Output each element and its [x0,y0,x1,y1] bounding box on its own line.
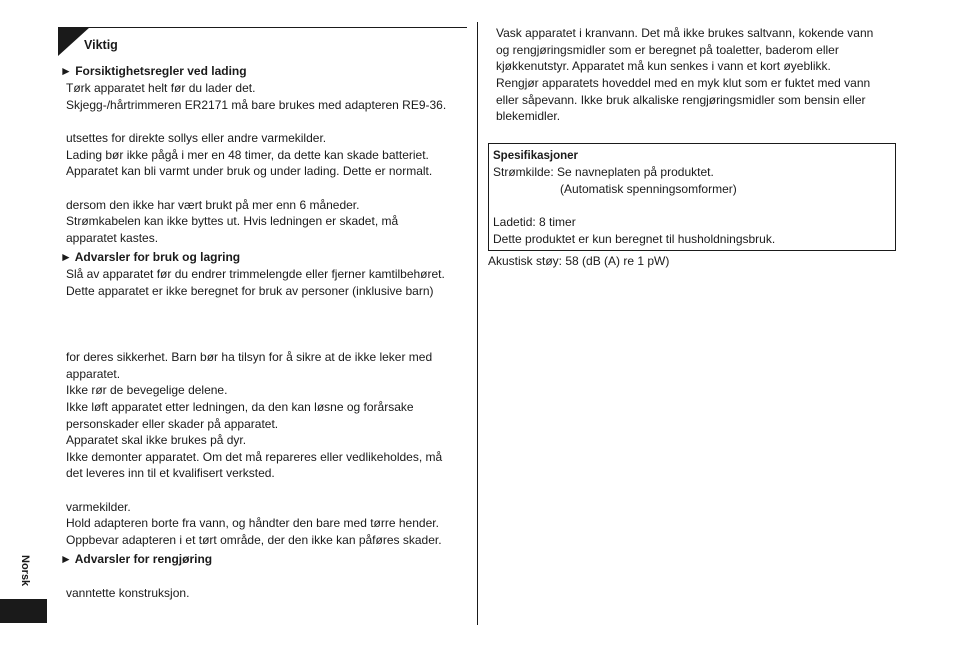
text-line: Strømkabelen kan ikke byttes ut. Hvis ledningen er skadet, må [66,214,399,228]
spec-title: Spesifikasjoner [493,150,579,162]
column-divider [477,22,478,625]
text-line: Dette apparatet er ikke beregnet for bruk av personer (inklusive barn) [66,284,434,298]
header-rule [58,27,467,28]
heading-cleaning: ► Advarsler for rengjøring [60,552,213,566]
language-tab [0,599,47,623]
text-line: Ikke rør de bevegelige delene. [66,383,228,397]
noise-spec: Akustisk støy: 58 (dB (A) re 1 pW) [488,254,670,268]
text-line: varmekilder. [66,500,131,514]
text-line: Skjegg-/hårtrimmeren ER2171 må bare brukes med adapteren RE9-36. [66,98,447,112]
text-line: Vask apparatet i kranvann. Det må ikke brukes saltvann, kokende vann [496,26,874,40]
text-line: dersom den ikke har vært brukt på mer enn 6 måneder. [66,198,360,212]
language-label: Norsk [19,555,31,587]
text-line: eller såpevann. Ikke bruk alkaliske rengjøringsmidler som bensin eller [496,93,866,107]
text-line: Hold adapteren borte fra vann, og håndter den bare med tørre hender. [66,516,439,530]
text-line: Oppbevar adapteren i et tørt område, der den ikke kan påføres skader. [66,533,442,547]
text-line: kjøkkenutstyr. Apparatet må kun senkes i vann et kort øyeblikk. [496,59,831,73]
text-line: Apparatet kan bli varmt under bruk og under lading. Dette er normalt. [66,164,433,178]
text-line: Tørk apparatet helt før du lader det. [66,81,256,95]
text-line: vanntette konstruksjon. [66,586,190,600]
heading-charging: ► Forsiktighetsregler ved lading [60,64,247,78]
text-line: Ikke løft apparatet etter ledningen, da den kan løsne og forårsake [66,400,414,414]
text-line: Rengjør apparatets hoveddel med en myk klut som er fuktet med vann [496,76,871,90]
text-line: det leveres inn til et kvalifisert verksted. [66,466,275,480]
spec-power: Strømkilde: Se navneplaten på produktet. [493,165,714,179]
spec-power-note: (Automatisk spenningsomformer) [560,182,737,196]
text-line: utsettes for direkte sollys eller andre varmekilder. [66,131,327,145]
spec-charge-time: Ladetid: 8 timer [493,215,576,229]
text-line: for deres sikkerhet. Barn bør ha tilsyn for å sikre at de ikke leker med [66,350,433,364]
section-title: Viktig [84,38,118,52]
spec-household: Dette produktet er kun beregnet til husholdningsbruk. [493,232,776,246]
text-line: og rengjøringsmidler som er beregnet på toaletter, baderom eller [496,43,839,57]
text-line: Ikke demonter apparatet. Om det må repareres eller vedlikeholdes, må [66,450,443,464]
text-line: Lading bør ikke pågå i mer en 48 timer, da dette kan skade batteriet. [66,148,429,162]
text-line: Apparatet skal ikke brukes på dyr. [66,433,247,447]
text-line: apparatet kastes. [66,231,159,245]
text-line: apparatet. [66,367,121,381]
text-line: Slå av apparatet før du endrer trimmelengde eller fjerner kamtilbehøret. [66,267,445,281]
text-line: personskader eller skader på apparatet. [66,417,279,431]
heading-use-storage: ► Advarsler for bruk og lagring [60,250,241,264]
text-line: blekemidler. [496,109,561,123]
